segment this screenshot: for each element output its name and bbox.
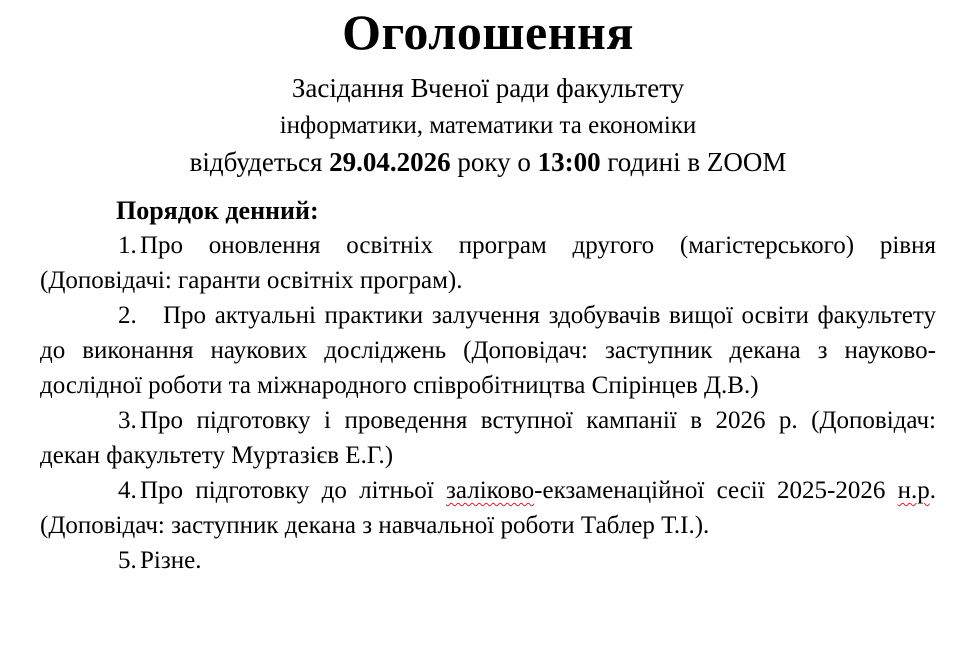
- agenda-item-text-a: Про підготовку до літньої: [140, 477, 447, 504]
- agenda-heading: Порядок денний:: [116, 196, 319, 225]
- meeting-date: 29.04.2026: [329, 147, 451, 177]
- agenda-item-number: 5.: [118, 547, 137, 574]
- spellcheck-underlined-word: н.р: [897, 477, 930, 504]
- subtitle-line-1: Засідання Вченої ради факультету: [291, 73, 685, 103]
- agenda-item-number: 2.: [118, 302, 137, 329]
- agenda-item-3: [40, 403, 936, 473]
- agenda-item-5: [40, 543, 936, 578]
- agenda-item-text: Про підготовку і проведення вступної кампанії в 2026 р. (Доповідач: декан факультету Муртазієв Е.Г.): [40, 407, 936, 469]
- agenda-item-text: Різне.: [140, 547, 202, 574]
- spellcheck-underlined-word: заліково: [446, 477, 535, 504]
- subtitle-line-2: інформатики, математики та економіки: [279, 112, 697, 139]
- agenda-item-number: 3.: [118, 407, 137, 434]
- date-line-suffix: годині в ZOOM: [600, 147, 787, 177]
- date-line-prefix: відбудеться: [189, 147, 330, 177]
- announcement-document: [0, 4, 956, 648]
- agenda-item-4: [40, 473, 936, 543]
- agenda-item-text-c: . (Доповідач: заступник декана з навчальної роботи Таблер Т.І.).: [40, 477, 936, 539]
- agenda-item-number: 4.: [118, 477, 137, 504]
- date-line-mid: року о: [450, 147, 538, 177]
- agenda-item-text: Про оновлення освітніх програм другого (магістерського) рівня (Доповідачі: гаранти освітніх програм).: [40, 232, 936, 294]
- agenda-item-2: [40, 298, 936, 403]
- agenda-item-1: [40, 228, 936, 298]
- agenda-item-text-b: -екзаменаційної сесії 2025-2026: [534, 477, 898, 504]
- agenda-item-text: Про актуальні практики залучення здобувачів вищої освіти факультету до виконання наукових досліджень (Доповідач: заступник декана з науково-дослідної роботи та міжнародного співробітництва Спірінцев Д.В.): [40, 302, 936, 399]
- date-line: [40, 144, 936, 181]
- document-title: Оголошення: [342, 4, 634, 60]
- agenda-item-number: 1.: [118, 232, 137, 259]
- meeting-time: 13:00: [537, 147, 601, 177]
